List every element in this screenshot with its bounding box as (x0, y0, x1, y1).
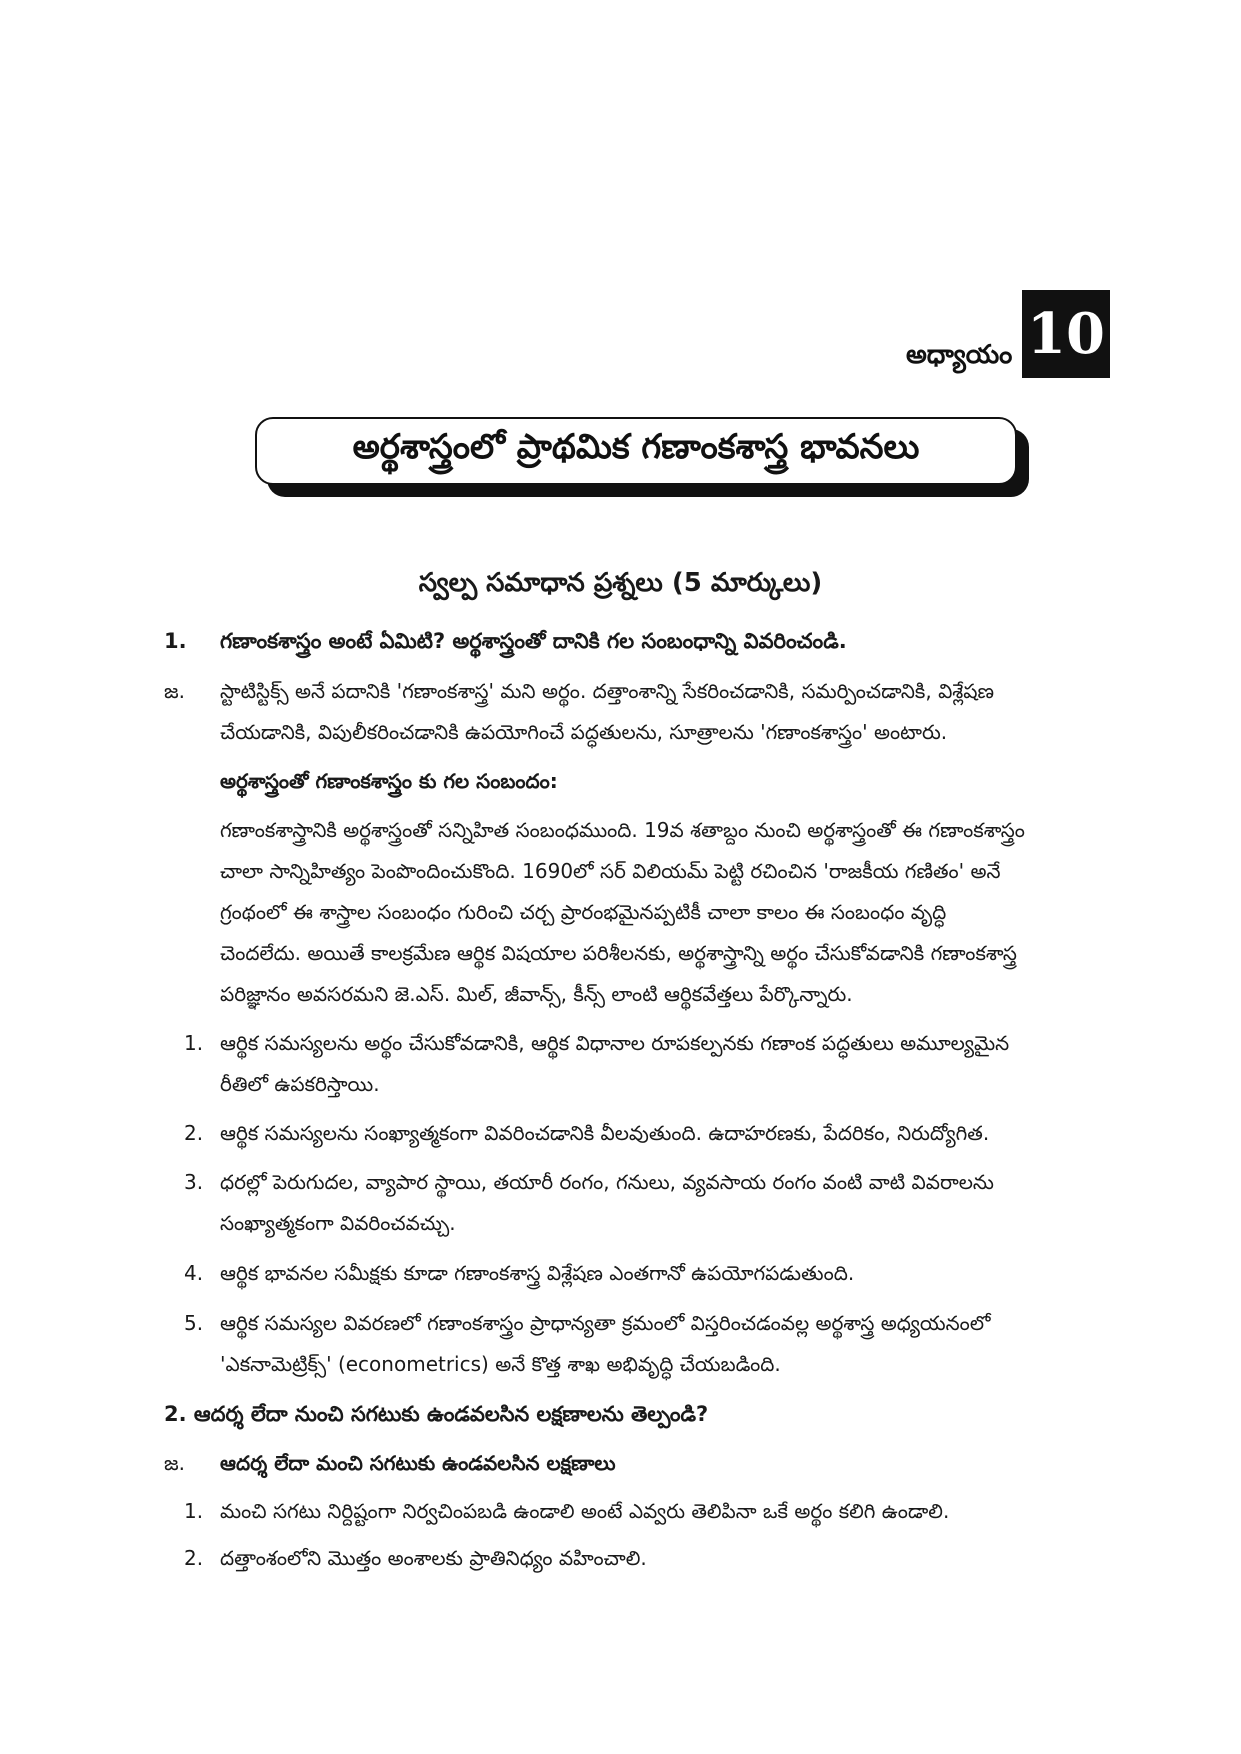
answer-2-marker: జ. (164, 1451, 185, 1475)
answer-1-paragraph (220, 810, 1120, 1015)
list-item: దత్తాంశంలోని మొత్తం అంశాలకు ప్రాతినిధ్యం వహించాలి. (220, 1546, 647, 1570)
list-item-line: సంఖ్యాత్మకంగా వివరించవచ్చు. (220, 1211, 456, 1235)
list-item (220, 1253, 1120, 1294)
chapter-number-box (1022, 290, 1110, 378)
point-number: 3. (184, 1170, 204, 1194)
list-item-line: 'ఎకనామెట్రిక్స్' (econometrics) అనే కొత్త శాఖ అభివృద్ధి చేయబడింది. (220, 1352, 781, 1376)
chapter-label: అధ్యాయం (906, 340, 1013, 370)
answer-1-marker: జ. (164, 679, 185, 703)
question-2-text: 2. ఆదర్శ లేదా నుంచి సగటుకు ఉండవలసిన లక్షణాలను తెల్పండి? (164, 1402, 709, 1426)
list-item-line: ఆర్థిక సమస్యలను అర్థం చేసుకోవడానికి, ఆర్థిక విధానాల రూపకల్పనకు గణాంక పద్ధతులు అమూల్యమైన (220, 1031, 1010, 1055)
list-item (220, 1113, 1120, 1154)
list-item-line: ఆర్థిక భావనల సమీక్షకు కూడా గణాంకశాస్త్ర విశ్లేషణ ఎంతగానో ఉపయోగపడుతుంది. (220, 1261, 855, 1285)
list-item (220, 1023, 1120, 1105)
point-number: 4. (184, 1261, 204, 1285)
paragraph-line: చెందలేదు. అయితే కాలక్రమేణ ఆర్థిక విషయాల పరిశీలనకు, అర్థశాస్త్రాన్ని అర్థం చేసుకోవడానికి గణాంకశాస్త్ర (220, 941, 1017, 965)
list-item-line: రీతిలో ఉపకరిస్తాయి. (220, 1072, 380, 1096)
paragraph-line: గ్రంథంలో ఈ శాస్త్రాల సంబంధం గురించి చర్చ ప్రారంభమైనప్పటికీ చాలా కాలం ఈ సంబంధం వృద్ధి (220, 900, 947, 924)
answer-1-subheading: అర్థశాస్త్రంతో గణాంకశాస్త్రం కు గల సంబందం: (220, 769, 558, 793)
paragraph-line: గణాంకశాస్త్రానికి అర్థశాస్త్రంతో సన్నిహిత సంబంధముంది. 19వ శతాబ్దం నుంచి అర్థశాస్త్రంతో ఈ గణాంకశాస్త్రం (220, 818, 1025, 842)
section-heading: స్వల్ప సమాధాన ప్రశ్నలు (5 మార్కులు) (418, 568, 823, 598)
list-item (220, 1303, 1120, 1385)
answer-1-line: చేయడానికి, విపులీకరించడానికి ఉపయోగించే పద్ధతులను, సూత్రాలను 'గణాంకశాస్త్రం' అంటారు. (220, 720, 948, 744)
answer-1-line: స్టాటిస్టిక్స్ అనే పదానికి 'గణాంకశాస్త్ర' మని అర్థం. దత్తాంశాన్ని సేకరించడానికి, సమర్పించడానికి, విశ్లేషణ (220, 679, 995, 703)
point-number: 2. (184, 1546, 204, 1570)
list-item (220, 1162, 1120, 1244)
title-banner (255, 417, 1021, 485)
list-item-line: ధరల్లో పెరుగుదల, వ్యాపార స్థాయి, తయారీ రంగం, గనులు, వ్యవసాయ రంగం వంటి వాటి వివరాలను (220, 1170, 994, 1194)
list-item-line: ఆర్థిక సమస్యలను సంఖ్యాత్మకంగా వివరించడానికి వీలవుతుంది. ఉదాహరణకు, పేదరికం, నిరుద్యోగిత. (220, 1121, 990, 1145)
point-number: 1. (184, 1031, 204, 1055)
point-number: 1. (184, 1499, 204, 1523)
paragraph-line: చాలా సాన్నిహిత్యం పెంపొందించుకొంది. 1690లో సర్ విలియమ్ పెట్టి రచించిన 'రాజకీయ గణితం' అనే (220, 859, 1001, 883)
point-number: 2. (184, 1121, 204, 1145)
answer-2-heading: ఆదర్శ లేదా మంచి సగటుకు ఉండవలసిన లక్షణాలు (220, 1451, 616, 1475)
list-item: మంచి సగటు నిర్దిష్టంగా నిర్వచింపబడి ఉండాలి అంటే ఎవ్వరు తెలిపినా ఒకే అర్థం కలిగి ఉండాలి. (220, 1499, 950, 1523)
paragraph-line: పరిజ్ఞానం అవసరమని జె.ఎస్. మిల్, జీవాన్స్, కీన్స్ లాంటి ఆర్థికవేత్తలు పేర్కొన్నారు. (220, 982, 853, 1006)
list-item-line: ఆర్థిక సమస్యల వివరణలో గణాంకశాస్త్రం ప్రాధాన్యతా క్రమంలో విస్తరించడంవల్ల అర్థశాస్త్ర అధ్యయనంలో (220, 1311, 991, 1335)
question-1-number: 1. (164, 629, 187, 653)
point-number: 5. (184, 1311, 204, 1335)
answer-1-definition (220, 671, 1120, 753)
chapter-title: అర్థశాస్త్రంలో ప్రాథమిక గణాంకశాస్త్ర భావనలు (352, 427, 920, 467)
title-banner-box (255, 417, 1017, 485)
chapter-number: 10 (1027, 301, 1105, 367)
question-1-text: గణాంకశాస్త్రం అంటే ఏమిటి? అర్థశాస్త్రంతో దానికి గల సంబంధాన్ని వివరించండి. (220, 629, 847, 653)
